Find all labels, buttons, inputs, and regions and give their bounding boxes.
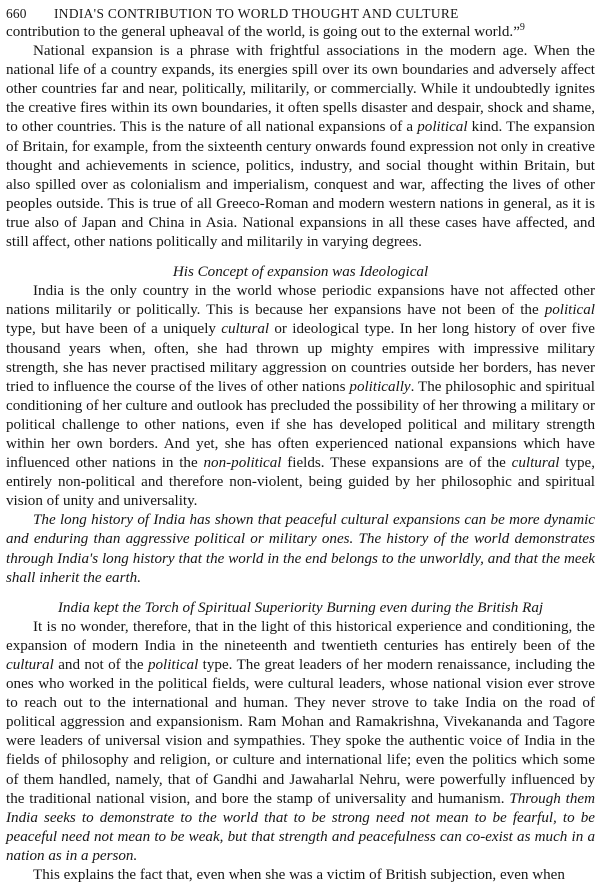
section-heading-ideological: His Concept of expansion was Ideological [172, 264, 429, 281]
section-heading-torch: India kept the Torch of Spiritual Superiority Burning even during the British Raj [57, 599, 544, 616]
text-run: type. The great leaders of her modern renaissance, including the ones who worked in the political fields, were cultural leaders, whose national vision ever strove to reach out to the international and human. They never strove to take India on the road of political aggression and expansionism. Ram Mohan and Ramakrishna, Vivekananda and Tagore were leaders of universal vision and sympathies. They spoke the authentic voice of India in the fields of philosophy and religion, or culture and international life; even the politics which some of them handled, namely, that of Gandhi and Jawaharlal Nehru, were powerfully influenced by the traditional national vision, and bore the stamp of universality and humanism. [6, 657, 595, 807]
text-run: and not of the [53, 657, 148, 673]
footnote-marker: 9 [519, 21, 525, 33]
paragraph-text: contribution to the general upheaval of the world, is going out to the external world.” [6, 24, 520, 40]
page-number: 660 [6, 6, 27, 21]
text-run: This explains the fact that, even when she was a victim of British subjection, even when [33, 867, 565, 884]
running-title: INDIA'S CONTRIBUTION TO WORLD THOUGHT AND CULTURE [54, 6, 459, 21]
emphasis-run: cultural [6, 657, 54, 673]
emphasis-run: Through them India seeks to demonstrate to the world that to be strong need not mean to be fearful, to be peaceful need not mean to be weak, but that strength and peacefulness can co-exist as much in a nation as in a person. [6, 790, 595, 864]
text-run: . The philosophic and spiritual conditioning of her culture and outlook has precluded the possibility of her throwing a military or political challenge to other nations, even if she has developed political and military strength within her own borders. And yet, she has often experienced national expansions which have influenced other nations in the [6, 378, 595, 472]
paragraph-long-history-italic [6, 511, 595, 587]
paragraph-india-expansions [6, 282, 595, 511]
running-header [6, 4, 595, 23]
paragraph-national-expansion [6, 42, 595, 252]
emphasis-run: The long history of India has shown that peaceful cultural expansions can be more dynamic and enduring than aggressive political or military ones. The history of the world demonstrates through India's long history that the world in the end belongs to the unworldly, and that the meek shall inherit the earth. [6, 512, 595, 586]
paragraph-continuation [6, 23, 595, 42]
emphasis-run: political [417, 119, 468, 136]
emphasis-run: politically [349, 378, 411, 395]
emphasis-run: political [544, 302, 595, 319]
paragraph-british-subjection [6, 866, 595, 885]
text-run: or ideological type. In her long history of over five thousand years when, often, she had thrown up mighty empires with impressive military strength, she has never practised military aggression on countries outside her borders, has never tried to influence the course of the lives of other nations [6, 321, 596, 395]
emphasis-run: non-political [203, 455, 282, 472]
emphasis-run: political [147, 657, 199, 673]
text-run: type, but have been of a uniquely [6, 321, 222, 338]
text-run: National expansion is a phrase with frightful associations in the modern age. When the national life of a country expands, its energies spill over its own boundaries and adversely affect other countries far and near, politically, militarily, or commercially. While it undoubtedly ignites the creative fires within its own boundaries, it often spells disaster and despair, shock and shame, to other countries. This is the nature of all national expansions of a [6, 43, 595, 136]
emphasis-run: cultural [511, 455, 560, 472]
text-run: India is the only country in the world whose periodic expansions have not affected other nations militarily or politically. This is because her expansions have not been of the [6, 283, 595, 319]
text-run: It is no wonder, therefore, that in the light of this historical experience and conditioning, the expansion of modern India in the nineteenth and twentieth centuries has entirely been of the [6, 618, 595, 654]
text-run: fields. These expansions are of the [281, 455, 512, 472]
emphasis-run: cultural [221, 321, 270, 338]
paragraph-modern-india [6, 618, 595, 866]
text-run: kind. The expansion of Britain, for example, from the sixteenth century onwards found expression not only in creative thought and achievements in science, politics, industry, and social thought within Britain, but also spilled over as colonialism and imperialism, conquest and war, affecting the lives of other peoples outside. This is true of all Greeco-Roman and modern western nations in general, as it is true also of Japan and China in Asia. National expansions in all these cases have affected, and still affect, other nations politically and militarily in varying degrees. [6, 119, 595, 251]
text-run: type, entirely non-political and therefore non-violent, being guided by her philosophic and spiritual vision of unity and universality. [6, 455, 595, 510]
